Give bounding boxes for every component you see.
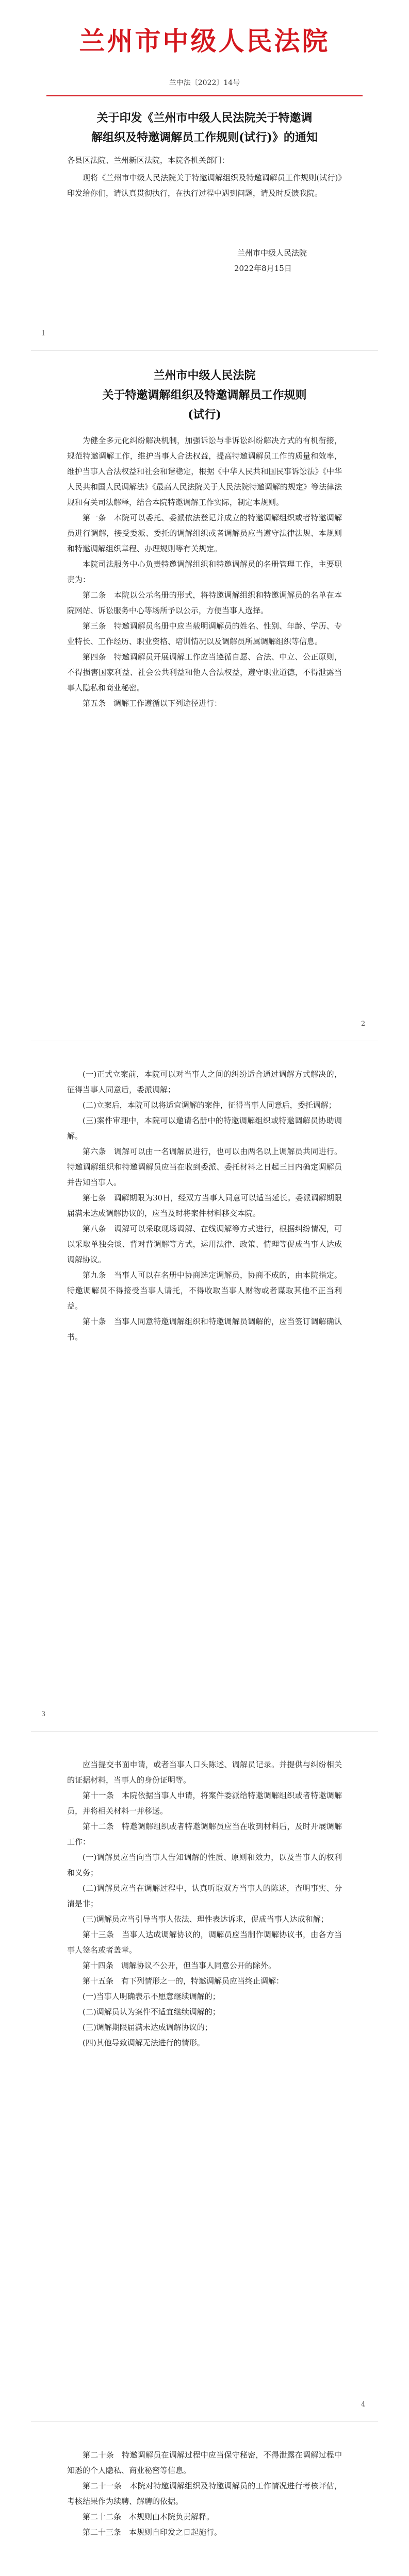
rules-paragraph: (一)调解员应当向当事人告知调解的性质、原则和效力，以及当事人的权利和义务； xyxy=(67,1853,342,1877)
rules-paragraph: 为健全多元化纠纷解决机制，加强诉讼与非诉讼纠纷解决方式的有机衔接，规范特邀调解工作，维护当事人合法权益，提高特邀调解员工作的质量和效率，维护当事人合法权益和社会和谐稳定，根据《中华人民共和国民事诉讼法》《中华人民共和国人民调解法》《最高人民法院关于人民法院特邀调解的规定》等法律法规和有关司法解释，结合本院特邀调解工作实际，制定本规则。 xyxy=(67,436,342,507)
rules-paragraph: (三)案件审理中，本院可以邀请名册中的特邀调解组织或特邀调解员协助调解。 xyxy=(67,1116,342,1141)
rules-body xyxy=(67,433,342,711)
rules-paragraph: 第九条 当事人可以在名册中协商选定调解员，协商不成的，由本院指定。特邀调解员不得接受当事人请托，不得收取当事人财物或者谋取其他不正当利益。 xyxy=(67,1270,342,1311)
rules-page xyxy=(0,2421,409,2576)
rules-page xyxy=(0,350,409,1041)
rules-paragraph: (二)调解员认为案件不适宜继续调解的； xyxy=(83,2007,220,2016)
rules-paragraph: 第十四条 调解协议不公开，但当事人同意公开的除外。 xyxy=(83,1961,276,1970)
rules-title-line: (试行) xyxy=(188,408,221,421)
rules-paragraph: 第二十二条 本规则由本院负责解释。 xyxy=(83,2512,215,2521)
notice-body: 现将《兰州市中级人民法院关于特邀调解组织及特邀调解员工作规则(试行)》印发给你们，请认真贯彻执行，在执行过程中遇到问题，请及时反馈我院。 xyxy=(67,173,342,198)
rules-paragraph: 第八条 调解可以采取现场调解、在线调解等方式进行，根据纠纷情况，可以采取单独会谈、背对背调解等方式，运用法律、政策、情理等促成当事人达成调解协议。 xyxy=(67,1224,342,1264)
rules-paragraph: 第十一条 本院依据当事人申请，将案件委派给特邀调解组织或者特邀调解员，并将相关材料一并移送。 xyxy=(67,1791,342,1816)
page-number: 1 xyxy=(41,330,46,337)
rules-paragraph: 第六条 调解可以由一名调解员进行，也可以由两名以上调解员共同进行。特邀调解组织和特邀调解员应当在收到委派、委托材料之日起三日内确定调解员并告知当事人。 xyxy=(67,1147,342,1187)
notice-title-line: 解组织及特邀调解员工作规则(试行)》的通知 xyxy=(91,131,318,144)
rules-paragraph: 第三条 特邀调解员名册中应当载明调解员的姓名、性别、年龄、学历、专业特长、工作经历、职业资格、培训情况以及调解员所属调解组织等信息。 xyxy=(67,621,342,646)
rules-body xyxy=(67,1757,342,2050)
rules-paragraph: 第二条 本院以公示名册的形式，将特邀调解组织和特邀调解员的名单在本院网站、诉讼服务中心等场所予以公示，方便当事人选择。 xyxy=(67,590,342,615)
rules-paragraph: 本院司法服务中心负责特邀调解组织和特邀调解员的名册管理工作，主要职责为： xyxy=(67,560,342,584)
rules-page xyxy=(0,1731,409,2421)
rules-paragraph: 第七条 调解期限为30日，经双方当事人同意可以适当延长。委派调解期限届满未达成调解协议的，应当及时将案件材料移交本院。 xyxy=(67,1193,342,1218)
rules-paragraph: 第十五条 有下列情形之一的，特邀调解员应当终止调解： xyxy=(83,1976,284,1986)
signing-organization: 兰州市中级人民法院 xyxy=(237,248,307,258)
rules-title-line: 兰州市中级人民法院 xyxy=(153,369,256,382)
rules-paragraph: 第二十一条 本院对特邀调解组织及特邀调解员的工作情况进行考核评估，考核结果作为续聘、解聘的依据。 xyxy=(67,2481,342,2506)
rules-paragraph: (四)其他导致调解无法进行的情形。 xyxy=(83,2038,205,2047)
rules-title-line: 关于特邀调解组织及特邀调解员工作规则 xyxy=(102,388,307,402)
rules-title xyxy=(72,366,337,425)
rules-paragraph: 应当提交书面申请，或者当事人口头陈述、调解员记录。并提供与纠纷相关的证据材料，当事人的身份证明等。 xyxy=(67,1760,342,1785)
page-number: 2 xyxy=(361,1020,366,1028)
rules-paragraph: 第十条 当事人同意特邀调解组织和特邀调解员调解的，应当签订调解确认书。 xyxy=(67,1317,342,1342)
notice-title-line: 关于印发《兰州市中级人民法院关于特邀调 xyxy=(96,111,313,125)
notice-recipient: 各县区法院、兰州新区法院，本院各机关部门： xyxy=(67,156,230,165)
rules-paragraph: (一)正式立案前，本院可以对当事人之间的纠纷适合通过调解方式解决的，征得当事人同意后，委派调解； xyxy=(67,1070,342,1094)
rules-paragraph: 第二十三条 本规则自印发之日起施行。 xyxy=(83,2528,222,2537)
rules-body xyxy=(67,2447,342,2540)
page-number: 4 xyxy=(361,2401,366,2409)
rules-paragraph: 第二十条 特邀调解员在调解过程中应当保守秘密，不得泄露在调解过程中知悉的个人隐私、商业秘密等信息。 xyxy=(67,2450,342,2475)
rules-paragraph: 第一条 本院可以委托、委派依法登记并成立的特邀调解组织或者特邀调解员进行调解，接受委派、委托的调解组织或者调解员应当遵守法律法规、本规则和特邀调解组织章程、办理规则等有关规定。 xyxy=(67,513,342,553)
signing-date: 2022年8月15日 xyxy=(234,264,292,273)
rules-paragraph: (三)调解期限届满未达成调解协议的； xyxy=(83,2023,212,2032)
rules-paragraph: 第十三条 当事人达成调解协议的，调解员应当制作调解协议书，由各方当事人签名或者盖章。 xyxy=(67,1930,342,1955)
red-divider xyxy=(46,95,363,96)
rules-paragraph: 第十二条 特邀调解组织或者特邀调解员应当在收到材料后，及时开展调解工作： xyxy=(67,1822,342,1846)
rules-paragraph: (二)调解员应当在调解过程中，认真听取双方当事人的陈述，查明事实、分清是非； xyxy=(67,1884,342,1908)
page-number: 3 xyxy=(41,1710,46,1718)
court-masthead: 兰州市中级人民法院 xyxy=(79,26,330,56)
rules-paragraph: (一)当事人明确表示不愿意继续调解的； xyxy=(83,1992,220,2001)
notice-page xyxy=(0,0,409,350)
rules-body xyxy=(67,1066,342,1345)
rules-paragraph: 第四条 特邀调解员开展调解工作应当遵循自愿、合法、中立、公正原则，不得损害国家利益、社会公共利益和他人合法权益，遵守职业道德，不得泄露当事人隐私和商业秘密。 xyxy=(67,652,342,692)
notice-title xyxy=(62,108,347,147)
rules-paragraph: (三)调解员应当引导当事人依法、理性表达诉求，促成当事人达成和解； xyxy=(83,1914,329,1924)
rules-paragraph: (二)立案后，本院可以将适宜调解的案件，征得当事人同意后，委托调解； xyxy=(83,1100,336,1110)
rules-paragraph: 第五条 调解工作遵循以下列途径进行： xyxy=(83,699,222,708)
rules-page xyxy=(0,1041,409,1731)
document-number: 兰中法〔2022〕14号 xyxy=(169,79,240,87)
